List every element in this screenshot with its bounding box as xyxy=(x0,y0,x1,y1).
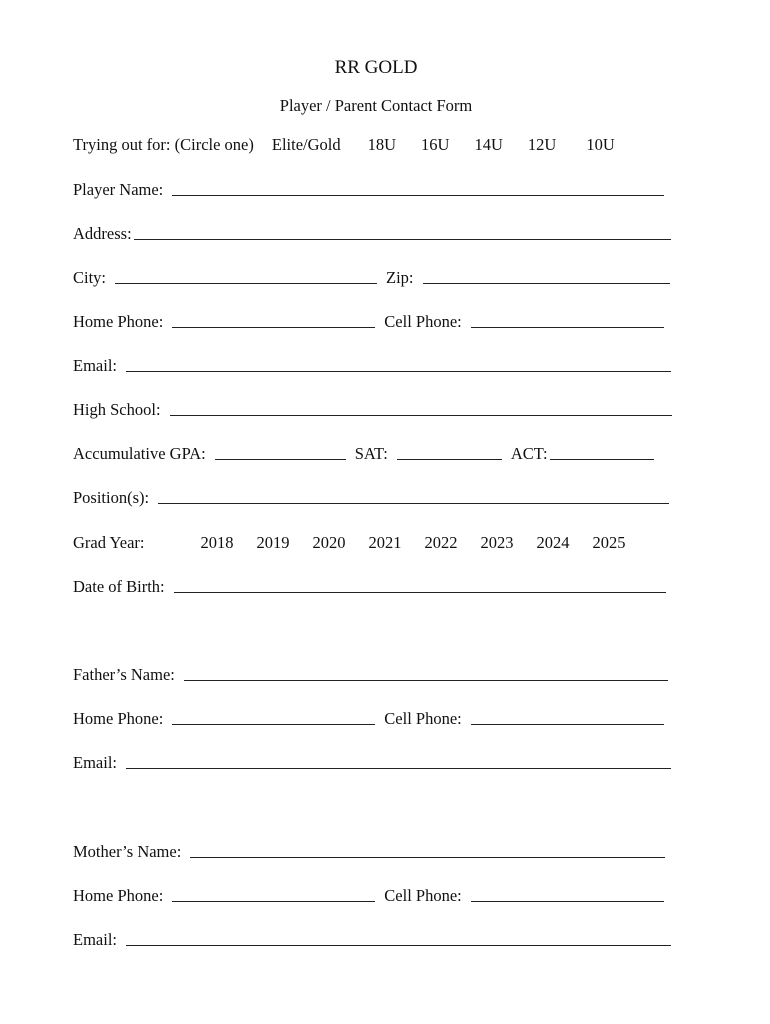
city-zip-row xyxy=(73,264,670,288)
gpa-label: Accumulative GPA: xyxy=(73,444,206,463)
father-name-row xyxy=(73,661,668,685)
high-school-row xyxy=(73,396,672,420)
city-field[interactable] xyxy=(115,265,377,284)
scores-row xyxy=(73,440,654,464)
mother-phone-row xyxy=(73,882,664,906)
tryout-option-14u[interactable]: 14U xyxy=(474,135,503,154)
grad-year-2020[interactable]: 2020 xyxy=(312,533,346,552)
mother-email-label: Email: xyxy=(73,930,117,949)
sat-label: SAT: xyxy=(354,444,388,463)
grad-year-2021[interactable]: 2021 xyxy=(368,533,402,552)
tryout-option-16u[interactable]: 16U xyxy=(421,135,450,154)
mother-home-phone-field[interactable] xyxy=(172,883,375,902)
father-home-phone-field[interactable] xyxy=(172,706,375,725)
positions-row xyxy=(73,484,669,508)
grad-year-2023[interactable]: 2023 xyxy=(480,533,514,552)
high-school-field[interactable] xyxy=(170,397,672,416)
address-field[interactable] xyxy=(134,221,671,240)
mother-name-label: Mother’s Name: xyxy=(73,842,182,861)
gpa-field[interactable] xyxy=(215,441,346,460)
grad-year-2025[interactable]: 2025 xyxy=(592,533,626,552)
email-label: Email: xyxy=(73,356,117,375)
positions-label: Position(s): xyxy=(73,488,150,507)
father-email-row xyxy=(73,749,671,773)
email-field[interactable] xyxy=(126,353,671,372)
mother-email-row xyxy=(73,926,671,950)
act-label: ACT: xyxy=(510,444,548,463)
father-email-field[interactable] xyxy=(126,750,671,769)
address-row xyxy=(73,220,671,244)
positions-field[interactable] xyxy=(158,485,669,504)
dob-label: Date of Birth: xyxy=(73,577,165,596)
tryout-option-10u[interactable]: 10U xyxy=(586,135,615,154)
high-school-label: High School: xyxy=(73,400,161,419)
father-cell-phone-field[interactable] xyxy=(471,706,664,725)
tryout-option-18u[interactable]: 18U xyxy=(367,135,397,154)
mother-name-field[interactable] xyxy=(190,839,665,858)
player-name-row xyxy=(73,176,664,200)
father-phone-row xyxy=(73,705,664,729)
grad-year-2018[interactable]: 2018 xyxy=(200,533,234,552)
mother-cell-phone-field[interactable] xyxy=(471,883,664,902)
cell-phone-label: Cell Phone: xyxy=(384,312,462,331)
mother-email-field[interactable] xyxy=(126,927,671,946)
address-label: Address: xyxy=(73,224,132,243)
grad-year-row xyxy=(73,529,626,553)
father-name-field[interactable] xyxy=(184,662,668,681)
city-label: City: xyxy=(73,268,107,287)
grad-year-2022[interactable]: 2022 xyxy=(424,533,458,552)
grad-year-label: Grad Year: xyxy=(73,533,145,552)
dob-row xyxy=(73,573,666,597)
cell-phone-field[interactable] xyxy=(471,309,664,328)
player-name-field[interactable] xyxy=(172,177,664,196)
father-cell-phone-label: Cell Phone: xyxy=(384,709,462,728)
father-name-label: Father’s Name: xyxy=(73,665,175,684)
tryout-option-elite-gold[interactable]: Elite/Gold xyxy=(271,135,341,154)
form-subtitle: Player / Parent Contact Form xyxy=(279,96,473,115)
player-phone-row xyxy=(73,308,664,332)
mother-cell-phone-label: Cell Phone: xyxy=(384,886,462,905)
grad-year-2019[interactable]: 2019 xyxy=(256,533,290,552)
player-name-label: Player Name: xyxy=(73,180,164,199)
player-email-row xyxy=(73,352,671,376)
form-title: RR GOLD xyxy=(334,57,418,78)
home-phone-label: Home Phone: xyxy=(73,312,164,331)
tryout-label: Trying out for: (Circle one) xyxy=(73,135,254,154)
dob-field[interactable] xyxy=(174,574,666,593)
father-email-label: Email: xyxy=(73,753,117,772)
tryout-row xyxy=(73,131,615,155)
zip-label: Zip: xyxy=(386,268,414,287)
grad-year-2024[interactable]: 2024 xyxy=(536,533,570,552)
act-field[interactable] xyxy=(550,441,654,460)
sat-field[interactable] xyxy=(397,441,502,460)
father-home-phone-label: Home Phone: xyxy=(73,709,164,728)
home-phone-field[interactable] xyxy=(172,309,375,328)
mother-name-row xyxy=(73,838,665,862)
zip-field[interactable] xyxy=(423,265,670,284)
tryout-option-12u[interactable]: 12U xyxy=(527,135,557,154)
mother-home-phone-label: Home Phone: xyxy=(73,886,164,905)
